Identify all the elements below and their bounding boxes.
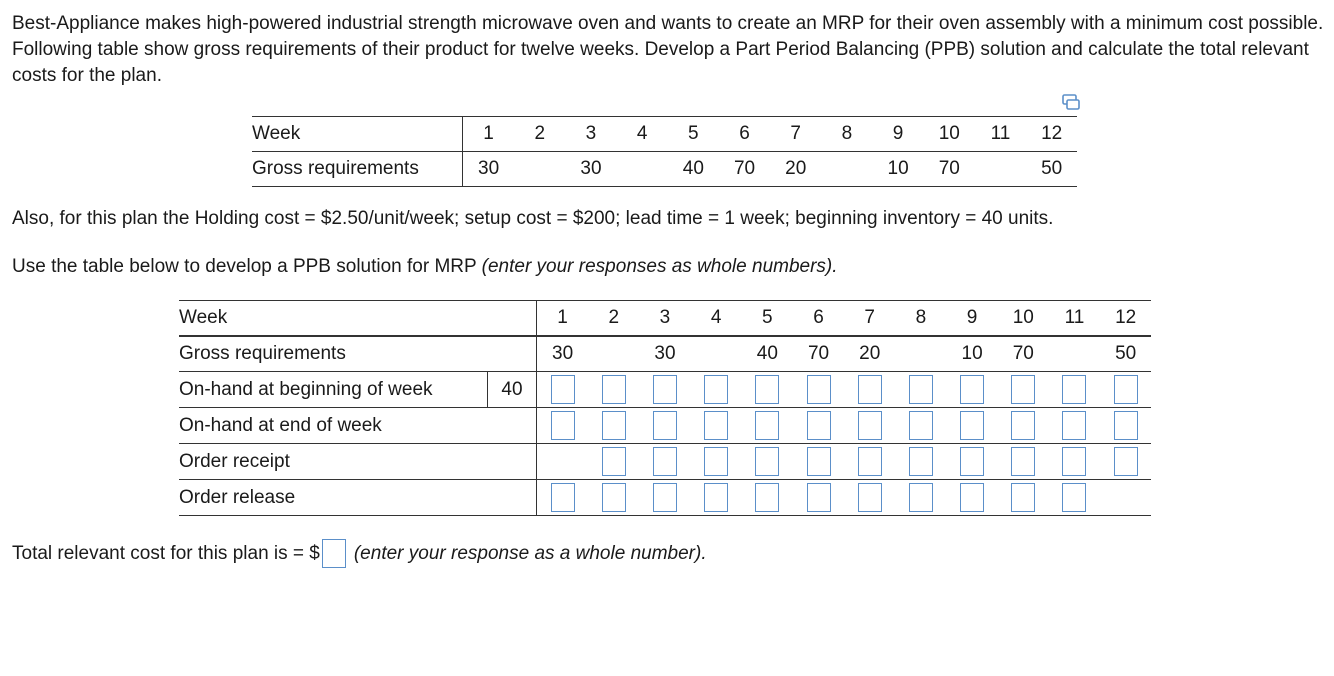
order-release-cell-week-9 xyxy=(947,480,998,516)
table1-gross-week-12: 50 xyxy=(1041,158,1063,179)
table1-week-row xyxy=(252,117,1077,152)
total-cost-input[interactable] xyxy=(322,539,346,568)
order-release-cell-week-8 xyxy=(895,480,946,516)
order-receipt-input-week-4[interactable] xyxy=(704,447,728,476)
table2-week-2: 2 xyxy=(588,301,639,337)
table2-week-1: 1 xyxy=(537,301,589,337)
order-release-cell-week-2 xyxy=(588,480,639,516)
table2-gross-week-3: 30 xyxy=(639,336,690,372)
onhand-begin-cell-week-2 xyxy=(588,372,639,408)
order-release-cell-week-5 xyxy=(742,480,793,516)
table2-order-release-label: Order release xyxy=(179,480,488,516)
onhand-end-input-week-11[interactable] xyxy=(1062,411,1086,440)
table1-week-8: 8 xyxy=(821,117,872,152)
table2-gross-week-4 xyxy=(691,336,742,372)
onhand-end-input-week-9[interactable] xyxy=(960,411,984,440)
table2-gross-week-10: 70 xyxy=(998,336,1049,372)
onhand-end-cell-week-12 xyxy=(1100,408,1151,444)
table2-gross-week-7: 20 xyxy=(844,336,895,372)
onhand-begin-input-week-5[interactable] xyxy=(755,375,779,404)
order-receipt-cell-week-11 xyxy=(1049,444,1100,480)
table2-gross-row xyxy=(179,336,1151,372)
table2-week-row xyxy=(179,301,1151,337)
onhand-end-input-week-4[interactable] xyxy=(704,411,728,440)
table2-week-init-cell xyxy=(488,301,537,337)
onhand-begin-input-week-3[interactable] xyxy=(653,375,677,404)
order-receipt-cell-week-12 xyxy=(1100,444,1151,480)
table2-order-release-init-cell xyxy=(488,480,537,516)
order-release-input-week-2[interactable] xyxy=(602,483,626,512)
table2-onhand-end-row xyxy=(179,408,1151,444)
total-cost-text: Total relevant cost for this plan is = $ xyxy=(12,542,320,564)
onhand-end-cell-week-6 xyxy=(793,408,844,444)
table1-gross-label: Gross requirements xyxy=(252,152,463,187)
order-receipt-input-week-3[interactable] xyxy=(653,447,677,476)
onhand-begin-cell-week-12 xyxy=(1100,372,1151,408)
order-receipt-cell-week-9 xyxy=(947,444,998,480)
order-release-input-week-8[interactable] xyxy=(909,483,933,512)
table2-gross-label: Gross requirements xyxy=(179,336,488,372)
cost-parameters: Also, for this plan the Holding cost = $2.50/unit/week; setup cost = $200; lead time = 1 week; beginning inventory = 40 units. xyxy=(12,208,1054,229)
order-receipt-cell-week-5 xyxy=(742,444,793,480)
table1-gross-week-3: 30 xyxy=(580,158,602,179)
onhand-begin-cell-week-9 xyxy=(947,372,998,408)
order-release-cell-week-11 xyxy=(1049,480,1100,516)
table1-gross-week-1: 30 xyxy=(478,158,500,179)
problem-intro: Best-Appliance makes high-powered industrial strength microwave oven and wants to create an MRP for their oven assembly with a minimum cost possible. Following table show gross requirements of their product for twelve weeks. Develop a Part Period Balancing (PPB) solution and calculate the total relevant costs for the plan. xyxy=(12,13,1324,86)
table1-gross-week-2 xyxy=(514,152,565,187)
order-receipt-input-week-5[interactable] xyxy=(755,447,779,476)
table2-week-9: 9 xyxy=(947,301,998,337)
table2-onhand-begin-label: On-hand at beginning of week xyxy=(179,372,488,408)
ppb-mrp-table xyxy=(179,300,1151,516)
table1-week-7: 7 xyxy=(770,117,821,152)
onhand-begin-input-week-9[interactable] xyxy=(960,375,984,404)
onhand-begin-input-week-10[interactable] xyxy=(1011,375,1035,404)
table1-week-3: 3 xyxy=(565,117,616,152)
table2-week-5: 5 xyxy=(742,301,793,337)
table2-gross-week-5: 40 xyxy=(742,336,793,372)
table2-week-11: 11 xyxy=(1049,301,1100,337)
table2-order-release-row xyxy=(179,480,1151,516)
order-release-input-week-7[interactable] xyxy=(858,483,882,512)
onhand-end-cell-week-9 xyxy=(947,408,998,444)
table1-week-5: 5 xyxy=(668,117,719,152)
table1-gross-week-9: 10 xyxy=(887,158,909,179)
table1-gross-week-5: 40 xyxy=(682,158,704,179)
table1-week-label: Week xyxy=(252,117,463,152)
onhand-end-input-week-3[interactable] xyxy=(653,411,677,440)
table2-week-3: 3 xyxy=(639,301,690,337)
table1-week-9: 9 xyxy=(873,117,924,152)
table1-week-11: 11 xyxy=(975,117,1026,152)
table2-week-4: 4 xyxy=(691,301,742,337)
order-release-input-week-9[interactable] xyxy=(960,483,984,512)
onhand-end-input-week-2[interactable] xyxy=(602,411,626,440)
table2-gross-week-6: 70 xyxy=(793,336,844,372)
order-receipt-input-week-2[interactable] xyxy=(602,447,626,476)
table2-gross-week-1: 30 xyxy=(537,336,589,372)
onhand-end-input-week-5[interactable] xyxy=(755,411,779,440)
table2-week-8: 8 xyxy=(895,301,946,337)
table2-gross-init-cell xyxy=(488,336,537,372)
order-receipt-input-week-6[interactable] xyxy=(807,447,831,476)
order-release-input-week-1[interactable] xyxy=(551,483,575,512)
table1-gross-week-10: 70 xyxy=(938,158,960,179)
table1-gross-week-11 xyxy=(975,152,1026,187)
onhand-end-cell-week-7 xyxy=(844,408,895,444)
onhand-begin-cell-week-4 xyxy=(691,372,742,408)
order-receipt-input-week-7[interactable] xyxy=(858,447,882,476)
order-receipt-cell-week-6 xyxy=(793,444,844,480)
table2-week-7: 7 xyxy=(844,301,895,337)
order-release-cell-week-6 xyxy=(793,480,844,516)
order-release-cell-week-10 xyxy=(998,480,1049,516)
table1-week-1: 1 xyxy=(463,117,515,152)
onhand-end-cell-week-11 xyxy=(1049,408,1100,444)
order-release-input-week-5[interactable] xyxy=(755,483,779,512)
order-receipt-cell-week-1 xyxy=(537,444,589,480)
onhand-end-cell-week-8 xyxy=(895,408,946,444)
onhand-begin-input-week-8[interactable] xyxy=(909,375,933,404)
onhand-begin-cell-week-3 xyxy=(639,372,690,408)
order-release-cell-week-7 xyxy=(844,480,895,516)
onhand-begin-cell-week-11 xyxy=(1049,372,1100,408)
onhand-begin-cell-week-5 xyxy=(742,372,793,408)
onhand-begin-input-week-4[interactable] xyxy=(704,375,728,404)
onhand-end-cell-week-5 xyxy=(742,408,793,444)
onhand-begin-cell-week-7 xyxy=(844,372,895,408)
gross-requirements-table xyxy=(252,116,1077,187)
order-receipt-cell-week-7 xyxy=(844,444,895,480)
onhand-begin-input-week-7[interactable] xyxy=(858,375,882,404)
table2-week-12: 12 xyxy=(1100,301,1151,337)
onhand-end-cell-week-1 xyxy=(537,408,589,444)
order-release-input-week-10[interactable] xyxy=(1011,483,1035,512)
order-receipt-cell-week-8 xyxy=(895,444,946,480)
table2-onhand-begin-row xyxy=(179,372,1151,408)
table2-order-receipt-label: Order receipt xyxy=(179,444,488,480)
table2-order-receipt-row xyxy=(179,444,1151,480)
onhand-end-cell-week-10 xyxy=(998,408,1049,444)
instruction-hint: (enter your responses as whole numbers). xyxy=(481,256,838,277)
order-release-input-week-6[interactable] xyxy=(807,483,831,512)
table1-gross-row xyxy=(252,152,1077,187)
order-release-input-week-4[interactable] xyxy=(704,483,728,512)
table2-gross-week-12: 50 xyxy=(1100,336,1151,372)
onhand-begin-cell-week-6 xyxy=(793,372,844,408)
order-receipt-cell-week-3 xyxy=(639,444,690,480)
instruction-text: Use the table below to develop a PPB solution for MRP xyxy=(12,256,482,277)
table2-gross-week-11 xyxy=(1049,336,1100,372)
order-release-cell-week-1 xyxy=(537,480,589,516)
table1-week-12: 12 xyxy=(1026,117,1077,152)
order-receipt-input-week-10[interactable] xyxy=(1011,447,1035,476)
table1-week-2: 2 xyxy=(514,117,565,152)
table2-onhand-begin-initial: 40 xyxy=(488,372,537,408)
onhand-begin-input-week-11[interactable] xyxy=(1062,375,1086,404)
order-receipt-cell-week-2 xyxy=(588,444,639,480)
table2-onhand-end-init-cell xyxy=(488,408,537,444)
table2-week-6: 6 xyxy=(793,301,844,337)
table1-gross-week-6: 70 xyxy=(733,158,756,179)
order-receipt-cell-week-10 xyxy=(998,444,1049,480)
onhand-end-input-week-7[interactable] xyxy=(858,411,882,440)
onhand-begin-input-week-1[interactable] xyxy=(551,375,575,404)
table2-gross-week-2 xyxy=(588,336,639,372)
onhand-begin-input-week-6[interactable] xyxy=(807,375,831,404)
copy-table-icon[interactable] xyxy=(1062,94,1080,110)
order-release-input-week-11[interactable] xyxy=(1062,483,1086,512)
order-receipt-cell-week-4 xyxy=(691,444,742,480)
total-cost-line xyxy=(12,539,707,568)
table1-gross-week-4 xyxy=(617,152,668,187)
onhand-begin-cell-week-8 xyxy=(895,372,946,408)
onhand-begin-cell-week-10 xyxy=(998,372,1049,408)
instruction xyxy=(12,256,838,278)
onhand-end-cell-week-2 xyxy=(588,408,639,444)
table2-order-receipt-init-cell xyxy=(488,444,537,480)
table1-week-6: 6 xyxy=(719,117,770,152)
onhand-end-input-week-1[interactable] xyxy=(551,411,575,440)
order-release-cell-week-12 xyxy=(1100,480,1151,516)
table1-gross-week-7: 20 xyxy=(785,158,807,179)
table2-gross-week-8 xyxy=(895,336,946,372)
order-release-cell-week-3 xyxy=(639,480,690,516)
order-release-cell-week-4 xyxy=(691,480,742,516)
onhand-begin-input-week-12[interactable] xyxy=(1114,375,1138,404)
table2-week-10: 10 xyxy=(998,301,1049,337)
onhand-end-input-week-8[interactable] xyxy=(909,411,933,440)
table2-gross-week-9: 10 xyxy=(947,336,998,372)
onhand-end-cell-week-4 xyxy=(691,408,742,444)
order-receipt-input-week-8[interactable] xyxy=(909,447,933,476)
onhand-end-cell-week-3 xyxy=(639,408,690,444)
order-release-input-week-3[interactable] xyxy=(653,483,677,512)
onhand-end-input-week-12[interactable] xyxy=(1114,411,1138,440)
order-receipt-input-week-11[interactable] xyxy=(1062,447,1086,476)
table1-gross-week-8 xyxy=(821,152,872,187)
order-receipt-input-week-12[interactable] xyxy=(1114,447,1138,476)
onhand-end-input-week-6[interactable] xyxy=(807,411,831,440)
table1-week-4: 4 xyxy=(617,117,668,152)
onhand-end-input-week-10[interactable] xyxy=(1011,411,1035,440)
onhand-begin-input-week-2[interactable] xyxy=(602,375,626,404)
table1-week-10: 10 xyxy=(924,117,975,152)
order-receipt-input-week-9[interactable] xyxy=(960,447,984,476)
total-cost-hint: (enter your response as a whole number). xyxy=(353,542,707,564)
table2-onhand-end-label: On-hand at end of week xyxy=(179,408,488,444)
onhand-begin-cell-week-1 xyxy=(537,372,589,408)
table2-week-label: Week xyxy=(179,301,488,337)
